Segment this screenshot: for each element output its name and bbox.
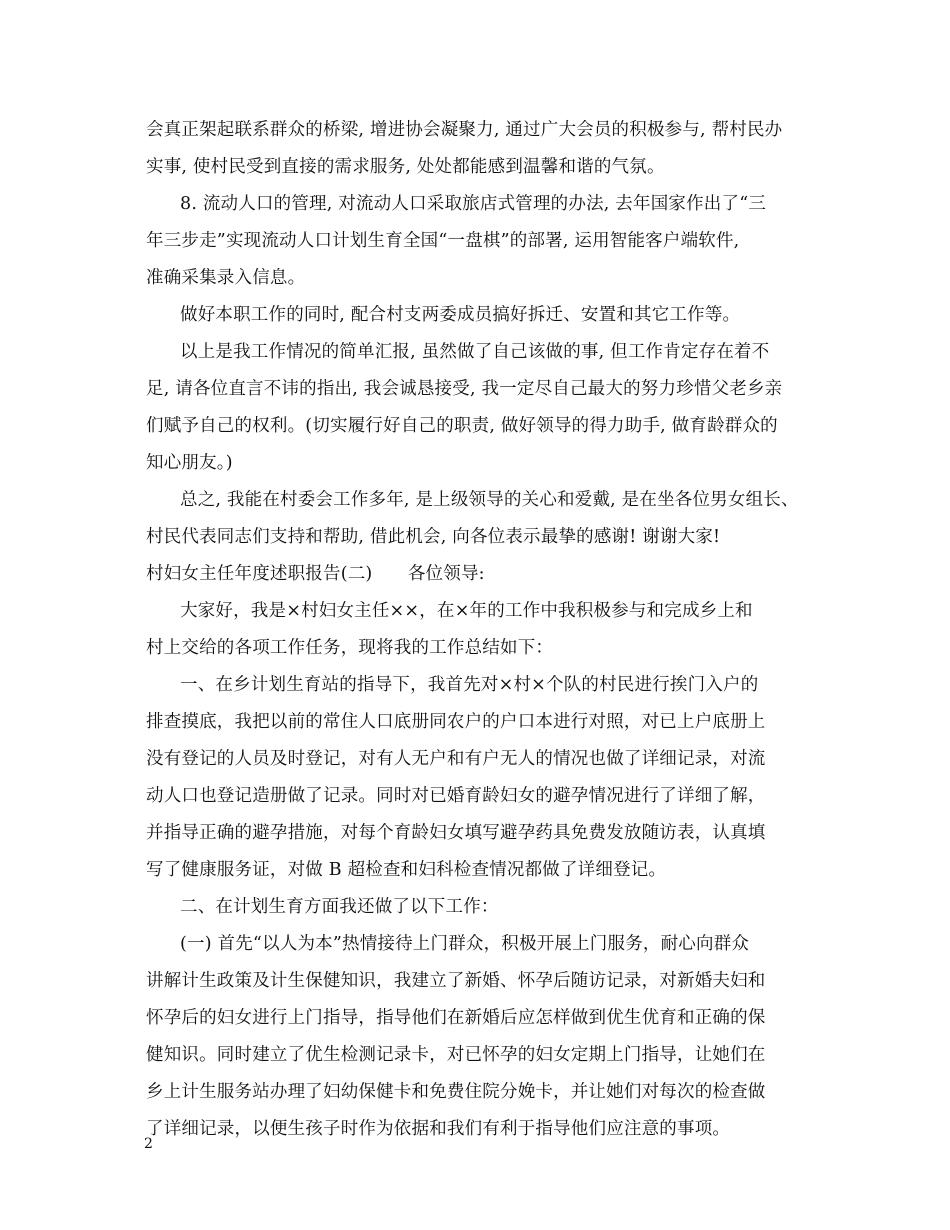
text-line: 村民代表同志们支持和帮助, 借此机会, 向各位表示最挚的感谢! 谢谢大家!	[146, 527, 721, 547]
text-line: 了详细记录，以便生孩子时作为依据和我们有利于指导他们应注意的事项。	[146, 1119, 731, 1139]
text-line: 大家好，我是×村妇女主任××，在×年的工作中我积极参与和完成乡上和	[180, 601, 753, 621]
text-line: 健知识。同时建立了优生检测记录卡，对已怀孕的妇女定期上门指导，让她们在	[146, 1045, 766, 1065]
text-line: 总之, 我能在村委会工作多年, 是上级领导的关心和爱戴, 是在坐各位男女组长、	[180, 490, 799, 510]
text-line: 足, 请各位直言不讳的指出, 我会诚恳接受, 我一定尽自己最大的努力珍惜父老乡亲	[146, 379, 783, 399]
text-line: 实事, 使村民受到直接的需求服务, 处处都能感到温馨和谐的气氛。	[146, 157, 665, 177]
text-line: 并指导正确的避孕措施，对每个育龄妇女填写避孕药具免费发放随访表，认真填	[146, 823, 766, 843]
text-line: 会真正架起联系群众的桥梁, 增进协会凝聚力, 通过广大会员的积极参与, 帮村民办	[146, 120, 783, 140]
text-line: 怀孕后的妇女进行上门指导，指导他们在新婚后应怎样做到优生优育和正确的保	[146, 1008, 766, 1028]
text-line: 排查摸底，我把以前的常住人口底册同农户的户口本进行对照，对已上户底册上	[146, 712, 766, 732]
text-line: 准确采集录入信息。	[146, 268, 306, 288]
document-body	[146, 112, 826, 1148]
text-line: 以上是我工作情况的简单汇报, 虽然做了自己该做的事, 但工作肯定存在着不	[180, 342, 770, 362]
text-line: 动人口也登记造册做了记录。同时对已婚育龄妇女的避孕情况进行了详细了解，	[146, 786, 766, 806]
text-line: 乡上计生服务站办理了妇幼保健卡和免费住院分娩卡，并让她们对每次的检查做	[146, 1082, 766, 1102]
text-line: 村上交给的各项工作任务，现将我的工作总结如下：	[146, 638, 554, 658]
text-line: 做好本职工作的同时, 配合村支两委成员搞好拆迁、安置和其它工作等。	[180, 305, 741, 325]
text-line: 村妇女主任年度述职报告(二) 各位领导:	[146, 564, 485, 584]
text-line: (一) 首先“以人为本”热情接待上门群众，积极开展上门服务，耐心向群众	[180, 934, 750, 954]
text-line: 8. 流动人口的管理, 对流动人口采取旅店式管理的办法, 去年国家作出了“三	[180, 194, 767, 214]
text-line: 知心朋友。)	[146, 453, 233, 473]
page-number: 2	[144, 1136, 153, 1152]
text-line: 写了健康服务证，对做 B 超检查和妇科检查情况都做了详细登记。	[146, 860, 667, 880]
text-line: 二、在计划生育方面我还做了以下工作：	[180, 897, 499, 917]
text-line: 讲解计生政策及计生保健知识，我建立了新婚、怀孕后随访记录，对新婚夫妇和	[146, 971, 766, 991]
text-line: 们赋予自己的权利。(切实履行好自己的职责, 做好领导的得力助手, 做育龄群众的	[146, 416, 778, 436]
text-line: 一、在乡计划生育站的指导下，我首先对×村×个队的村民进行挨门入户的	[180, 675, 759, 695]
text-line: 没有登记的人员及时登记，对有人无户和有户无人的情况也做了详细记录，对流	[146, 749, 766, 769]
text-line: 年三步走”实现流动人口计划生育全国“一盘棋”的部署, 运用智能客户端软件,	[146, 231, 740, 251]
